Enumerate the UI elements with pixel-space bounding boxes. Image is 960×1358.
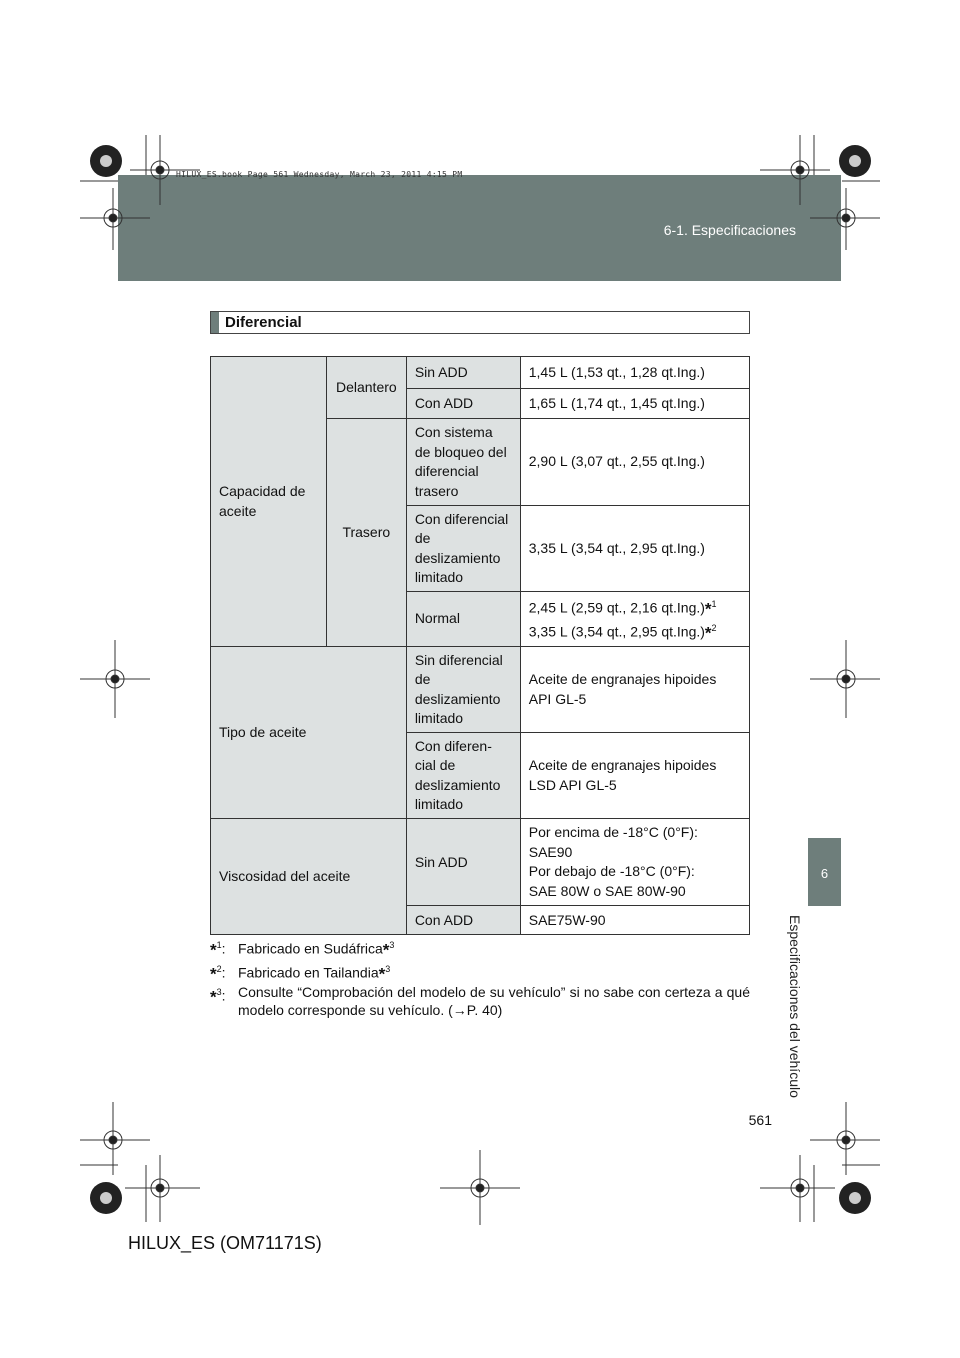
footnote-mark: *$^1$: [210,940,226,960]
no-lsd-value: Aceite de engranajes hipoides API GL-5 [520,647,749,733]
footnote-star-icon: * [378,964,386,984]
footnote-star-icon: * [382,940,390,960]
footnote-mark: *$^3$: [210,987,226,1007]
footnote-mark: *$^2$: [210,963,226,984]
footnote-ref: 3 [385,963,391,974]
visc-con-add-label: Con ADD [406,906,520,935]
footnote-text: Consulte “Comprobación del modelo de su vehículo” si no sabe con certeza a qué modelo corresponde su vehículo. (→P. 40) [238,984,750,1019]
footnote [210,936,750,960]
rear-lsd-value: 3,35 L (3,54 qt., 2,95 qt.Ing.) [520,506,749,592]
footnote-text: Fabricado en Tailandia [238,964,379,981]
footnote-star-icon: * [704,599,712,619]
section-heading [210,311,750,334]
front-sin-add-value: 1,45 L (1,53 qt., 1,28 qt.Ing.) [520,357,749,389]
visc-con-add-value: SAE75W-90 [520,906,749,935]
heading-text: Diferencial [225,314,302,331]
rear-lsd-label: Con diferencial de deslizamiento limitado [406,506,520,592]
rear-lock-label: Con sistema de bloqueo del diferencial trasero [406,419,520,506]
visc-sin-add-label: Sin ADD [406,819,520,906]
rear-normal-value [520,592,749,647]
footnote [210,983,750,1019]
front-label: Delantero [326,357,406,419]
rear-normal-value-1: 2,45 L (2,59 qt., 2,16 qt.Ing.) [528,599,705,616]
footnote-ref: 1 [711,599,717,609]
no-lsd-label: Sin diferencial de deslizamiento limitado [406,647,520,733]
front-con-add-value: 1,65 L (1,74 qt., 1,45 qt.Ing.) [520,389,749,419]
page-number: 561 [748,1112,772,1128]
heading-accent-bar [211,312,219,333]
footnote-star-icon: * [704,623,712,643]
front-sin-add-label: Sin ADD [406,357,520,389]
visc-sin-add-line-2: SAE90 [528,843,573,860]
section-title: 6-1. Especificaciones [663,222,796,238]
rear-lock-value: 2,90 L (3,07 qt., 2,55 qt.Ing.) [520,419,749,506]
differential-spec-table [210,356,750,935]
footnotes [210,936,750,1019]
model-code: HILUX_ES (OM71171S) [128,1233,322,1253]
footnote-ref: 2 [711,623,717,634]
chapter-label-container [787,915,803,1115]
book-stamp: HILUX_ES.book Page 561 Wednesday, March 23, 2011 4:15 PM [176,170,463,179]
visc-sin-add-line-1: Por encima de -18°C (0°F): [528,824,698,841]
front-con-add-label: Con ADD [406,389,520,419]
oil-type-label: Tipo de aceite [211,647,407,819]
footnote-ref: 3 [389,940,395,950]
viscosity-label: Viscosidad del aceite [211,819,407,935]
rear-label: Trasero [326,419,406,647]
chapter-label: Especificaciones del vehículo [787,915,803,1098]
capacity-label: Capacidad de aceite [211,357,327,647]
chapter-number: 6 [820,866,829,881]
lsd-value: Aceite de engranajes hipoides LSD API GL-5 [520,733,749,819]
visc-sin-add-value [520,819,749,906]
visc-sin-add-line-3: Por debajo de -18°C (0°F): [528,863,695,880]
footnote-text: Fabricado en Sudáfrica [238,940,383,957]
lsd-label: Con diferen- cial de deslizamiento limitado [406,733,520,819]
visc-sin-add-line-4: SAE 80W o SAE 80W-90 [528,882,686,899]
rear-normal-value-2: 3,35 L (3,54 qt., 2,95 qt.Ing.) [528,623,705,640]
footnote [210,960,750,984]
rear-normal-label: Normal [406,592,520,647]
